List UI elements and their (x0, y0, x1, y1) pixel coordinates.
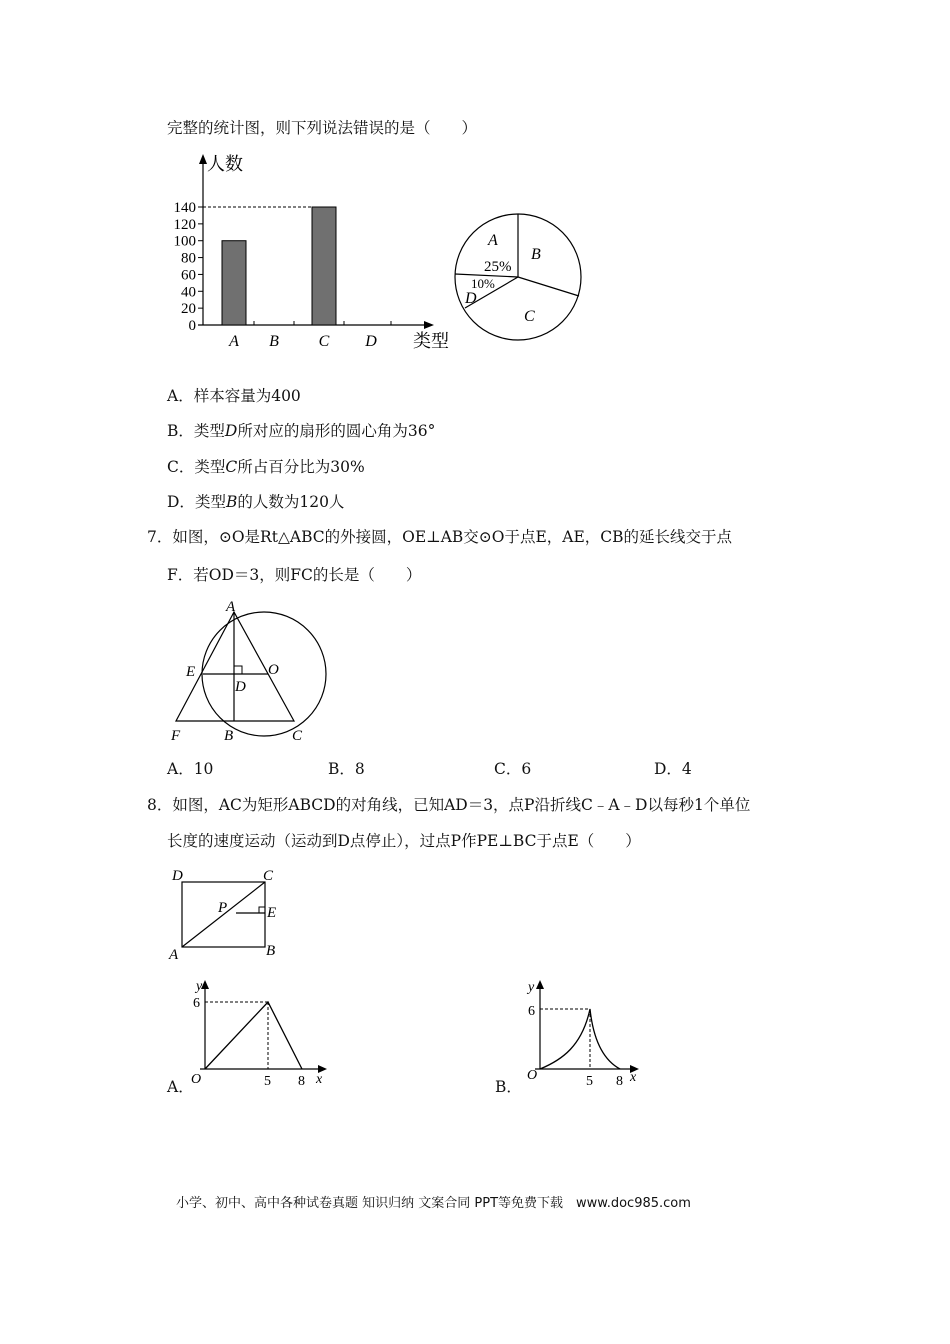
graph-line (205, 1002, 302, 1069)
category-label-a: A (229, 333, 239, 350)
q7-option-a[interactable]: A．10 (167, 760, 214, 778)
q7-figure (160, 597, 340, 747)
y-arrow (536, 980, 544, 989)
option-b[interactable] (167, 421, 435, 441)
x-axis-label: 类型 (413, 331, 449, 351)
q7-line1: 7．如图，⊙O是Rt△ABC的外接圆，OE⊥AB交⊙O于点E，AE，CB的延长线交于点 (147, 528, 733, 546)
option-c[interactable] (167, 457, 365, 477)
y-tick-label: 0 (188, 318, 196, 334)
option-c-pre: 类型 (194, 458, 226, 476)
option-b-var: D (224, 422, 238, 440)
pie-percent-d: 10% (471, 276, 495, 291)
x-tick-8: 8 (298, 1074, 305, 1089)
y-axis-label: y (528, 980, 535, 995)
label-A: A (169, 947, 179, 962)
category-label-c: C (318, 333, 330, 350)
option-c-var: C (225, 458, 238, 476)
y-axis-label: 人数 (207, 154, 243, 174)
bar-c (312, 207, 336, 325)
y-tick-6: 6 (193, 996, 200, 1011)
label-O: O (268, 662, 279, 678)
y-tick-label: 80 (181, 250, 196, 267)
y-tick-label: 40 (181, 284, 196, 301)
option-a-label: A． (167, 387, 194, 405)
pie-label-a: A (488, 232, 498, 249)
bar-a (222, 241, 246, 325)
y-tick-label: 60 (181, 267, 196, 284)
q8-line1: 8．如图，AC为矩形ABCD的对角线，已知AD＝3，点P沿折线C﹣A﹣D以每秒1个单位 (147, 796, 751, 814)
option-c-post: 所占百分比为30% (237, 458, 365, 476)
bar-chart (160, 150, 460, 355)
q8-option-b[interactable]: B． (495, 1078, 522, 1096)
pie-chart (450, 208, 590, 348)
y-axis-label: y (196, 979, 203, 994)
right-angle-mark (234, 666, 242, 674)
question-intro: 完整的统计图，则下列说法错误的是（ ） (167, 119, 478, 137)
pie-percent-a: 25% (484, 259, 512, 275)
graph-a (190, 976, 340, 1091)
pie-label-c: C (524, 308, 535, 325)
label-D: D (235, 679, 246, 695)
x-tick-5: 5 (264, 1074, 271, 1089)
x-axis-label: x (630, 1070, 637, 1085)
origin-label: O (191, 1072, 202, 1087)
q7-option-d[interactable]: D．4 (654, 760, 692, 778)
graph-curve (540, 1009, 620, 1069)
page-footer: 小学、初中、高中各种试卷真题 知识归纳 文案合同 PPT等免费下载 www.doc985.com (176, 1196, 691, 1211)
label-E: E (186, 664, 196, 680)
label-D: D (172, 868, 183, 884)
x-tick-8: 8 (616, 1074, 623, 1089)
option-d-pre: 类型 (194, 493, 226, 511)
pie-label-b: B (531, 246, 541, 263)
q8-option-a[interactable]: A． (167, 1078, 194, 1096)
pie-label-d: D (465, 290, 477, 307)
y-tick-label: 120 (173, 216, 196, 233)
option-a[interactable] (167, 386, 301, 406)
option-c-label: C． (167, 458, 195, 476)
label-B: B (266, 943, 276, 959)
y-tick-label: 20 (181, 301, 196, 318)
y-tick-label: 140 (173, 200, 196, 216)
x-axis-label: x (316, 1072, 323, 1087)
label-C: C (263, 868, 274, 884)
right-angle-mark-e (259, 907, 265, 913)
origin-label: O (527, 1068, 538, 1083)
q8-line2: 长度的速度运动（运动到D点停止），过点P作PE⊥BC于点E（ ） (167, 832, 641, 850)
category-label-b: B (269, 333, 279, 350)
x-tick-5: 5 (586, 1074, 593, 1089)
label-P: P (218, 900, 228, 916)
q7-option-c[interactable]: C．6 (494, 760, 532, 778)
label-B: B (224, 728, 234, 744)
option-b-pre: 类型 (193, 422, 225, 440)
label-E: E (267, 905, 277, 921)
label-C: C (292, 728, 303, 744)
option-b-label: B． (167, 422, 194, 440)
label-F: F (171, 728, 181, 744)
option-d[interactable] (167, 492, 344, 512)
q8-figure (160, 862, 300, 962)
option-a-text: 样本容量为400 (193, 387, 301, 405)
q7-option-b[interactable]: B．8 (328, 760, 365, 778)
option-d-var: B (225, 493, 238, 511)
q7-line2: F．若OD＝3，则FC的长是（ ） (167, 566, 422, 584)
y-tick-label: 100 (173, 233, 196, 250)
option-d-label: D． (167, 493, 195, 511)
y-tick-6: 6 (528, 1004, 535, 1019)
option-d-post: 的人数为120人 (237, 493, 345, 511)
category-label-d: D (365, 333, 377, 350)
label-A: A (226, 599, 236, 615)
option-b-post: 所对应的扇形的圆心角为36° (237, 422, 436, 440)
graph-b (522, 976, 652, 1091)
